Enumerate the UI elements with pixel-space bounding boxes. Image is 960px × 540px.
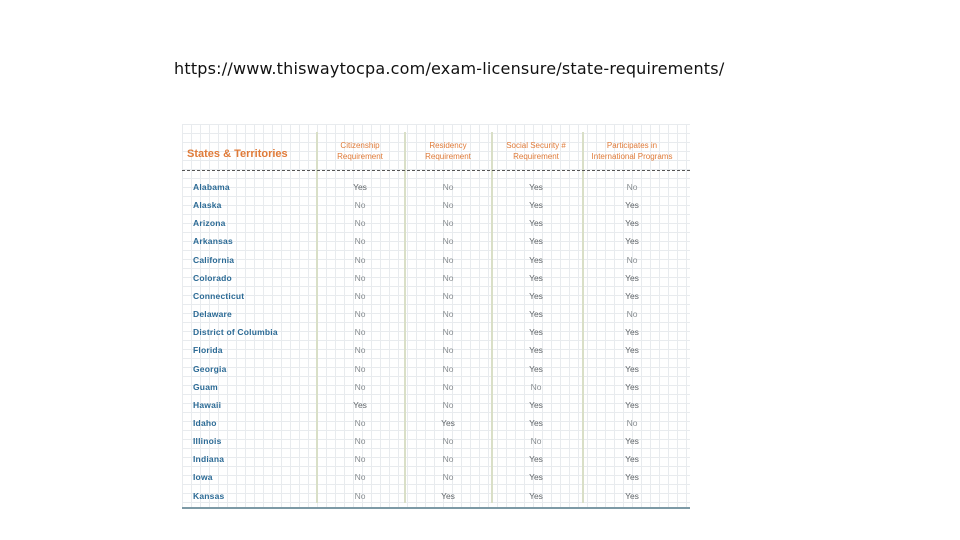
header-line: Participates in <box>606 141 658 150</box>
state-name: Connecticut <box>193 290 245 301</box>
requirement-cell: Yes <box>625 363 639 374</box>
header-line: Requirement <box>337 152 383 161</box>
requirement-cell: Yes <box>529 417 543 428</box>
state-name: Guam <box>193 381 218 392</box>
table-row <box>182 305 690 323</box>
requirement-cell: No <box>442 200 454 211</box>
table-row <box>182 287 690 305</box>
table-row <box>182 269 690 287</box>
states-header: States & Territories <box>187 148 288 160</box>
requirement-cell: No <box>354 417 366 428</box>
table-header <box>182 124 690 172</box>
requirement-cell: No <box>442 454 454 465</box>
requirement-cell: No <box>354 290 366 301</box>
table-row <box>182 251 690 269</box>
requirement-cell: Yes <box>625 399 639 410</box>
source-url: https://www.thiswaytocpa.com/exam-licensure/state-requirements/ <box>174 59 725 78</box>
requirement-cell: Yes <box>529 454 543 465</box>
requirement-cell: No <box>354 218 366 229</box>
residency-header <box>398 140 498 162</box>
requirement-cell: No <box>626 182 638 192</box>
requirement-cell: Yes <box>529 272 543 283</box>
requirement-cell: No <box>354 236 366 247</box>
requirement-cell: No <box>442 309 454 320</box>
state-name: California <box>193 254 235 265</box>
requirement-cell: Yes <box>625 218 639 229</box>
social-security-header <box>486 140 586 162</box>
requirement-cell: No <box>354 327 366 338</box>
table-row <box>182 323 690 341</box>
requirement-cell: Yes <box>625 345 639 356</box>
requirement-cell: Yes <box>441 490 455 501</box>
state-name: Colorado <box>193 272 232 283</box>
requirement-cell: No <box>530 381 542 392</box>
requirement-cell: No <box>442 254 454 265</box>
table-row <box>182 378 690 396</box>
state-name: Alaska <box>193 200 222 211</box>
requirement-cell: No <box>354 472 366 483</box>
requirement-cell: No <box>626 309 638 320</box>
requirement-cell: Yes <box>625 381 639 392</box>
requirement-cell: Yes <box>625 272 639 283</box>
state-name: Arizona <box>193 218 226 229</box>
table-row <box>182 450 690 468</box>
state-name: Idaho <box>193 417 217 428</box>
header-line: Social Security # <box>506 141 566 150</box>
requirement-cell: No <box>354 363 366 374</box>
table-row <box>182 196 690 214</box>
state-requirements-table <box>182 124 690 509</box>
requirement-cell: Yes <box>529 472 543 483</box>
requirement-cell: Yes <box>625 436 639 447</box>
requirement-cell: No <box>354 309 366 320</box>
table-row <box>182 232 690 250</box>
state-name: Georgia <box>193 363 227 374</box>
requirement-cell: Yes <box>625 200 639 211</box>
header-line: Residency <box>429 141 467 150</box>
requirement-cell: Yes <box>529 236 543 247</box>
requirement-cell: No <box>442 345 454 356</box>
table-row <box>182 396 690 414</box>
requirement-cell: Yes <box>625 290 639 301</box>
requirement-cell: Yes <box>625 236 639 247</box>
header-line: Citizenship <box>340 141 380 150</box>
header-divider <box>182 170 690 171</box>
table-row <box>182 214 690 232</box>
table-row <box>182 360 690 378</box>
table-row <box>182 468 690 486</box>
requirement-cell: Yes <box>529 345 543 356</box>
requirement-cell: No <box>442 290 454 301</box>
requirement-cell: Yes <box>625 490 639 501</box>
requirement-cell: No <box>442 327 454 338</box>
state-name: Florida <box>193 345 223 356</box>
requirement-cell: Yes <box>529 200 543 211</box>
requirement-cell: Yes <box>625 454 639 465</box>
requirement-cell: No <box>442 399 454 410</box>
requirement-cell: Yes <box>529 254 543 265</box>
international-programs-header <box>582 140 682 162</box>
table-row <box>182 432 690 450</box>
state-name: Iowa <box>193 472 213 483</box>
requirement-cell: No <box>442 363 454 374</box>
requirement-cell: No <box>354 381 366 392</box>
header-line: International Programs <box>591 152 673 161</box>
requirement-cell: No <box>442 436 454 447</box>
requirement-cell: Yes <box>625 327 639 338</box>
requirement-cell: No <box>354 272 366 283</box>
header-line: Requirement <box>513 152 559 161</box>
requirement-cell: Yes <box>353 399 367 410</box>
requirement-cell: No <box>442 236 454 247</box>
requirement-cell: No <box>354 490 366 501</box>
requirement-cell: No <box>354 345 366 356</box>
table-row <box>182 487 690 505</box>
table-row <box>182 178 690 196</box>
requirement-cell: Yes <box>529 309 543 320</box>
requirement-cell: No <box>442 381 454 392</box>
requirement-cell: No <box>354 200 366 211</box>
table-row <box>182 414 690 432</box>
requirement-cell: No <box>626 417 638 428</box>
requirement-cell: No <box>354 454 366 465</box>
requirement-cell: Yes <box>625 472 639 483</box>
requirement-cell: Yes <box>529 490 543 501</box>
requirement-cell: No <box>442 272 454 283</box>
requirement-cell: No <box>442 472 454 483</box>
state-name: District of Columbia <box>193 327 278 338</box>
requirement-cell: No <box>530 436 542 447</box>
requirement-cell: Yes <box>353 182 367 192</box>
requirement-cell: Yes <box>529 218 543 229</box>
requirement-cell: No <box>442 218 454 229</box>
requirement-cell: Yes <box>529 327 543 338</box>
table-row <box>182 341 690 359</box>
requirement-cell: No <box>354 254 366 265</box>
requirement-cell: Yes <box>529 290 543 301</box>
state-name: Delaware <box>193 309 232 320</box>
requirement-cell: Yes <box>529 182 543 192</box>
state-name: Alabama <box>193 182 230 192</box>
state-name: Hawaii <box>193 399 222 410</box>
state-name: Illinois <box>193 436 222 447</box>
state-name: Arkansas <box>193 236 233 247</box>
requirement-cell: No <box>626 254 638 265</box>
state-name: Indiana <box>193 454 225 465</box>
state-name: Kansas <box>193 490 225 501</box>
citizenship-header <box>310 140 410 162</box>
requirement-cell: Yes <box>529 399 543 410</box>
header-line: Requirement <box>425 152 471 161</box>
requirement-cell: Yes <box>529 363 543 374</box>
requirement-cell: No <box>354 436 366 447</box>
requirement-cell: No <box>442 182 454 192</box>
requirement-cell: Yes <box>441 417 455 428</box>
